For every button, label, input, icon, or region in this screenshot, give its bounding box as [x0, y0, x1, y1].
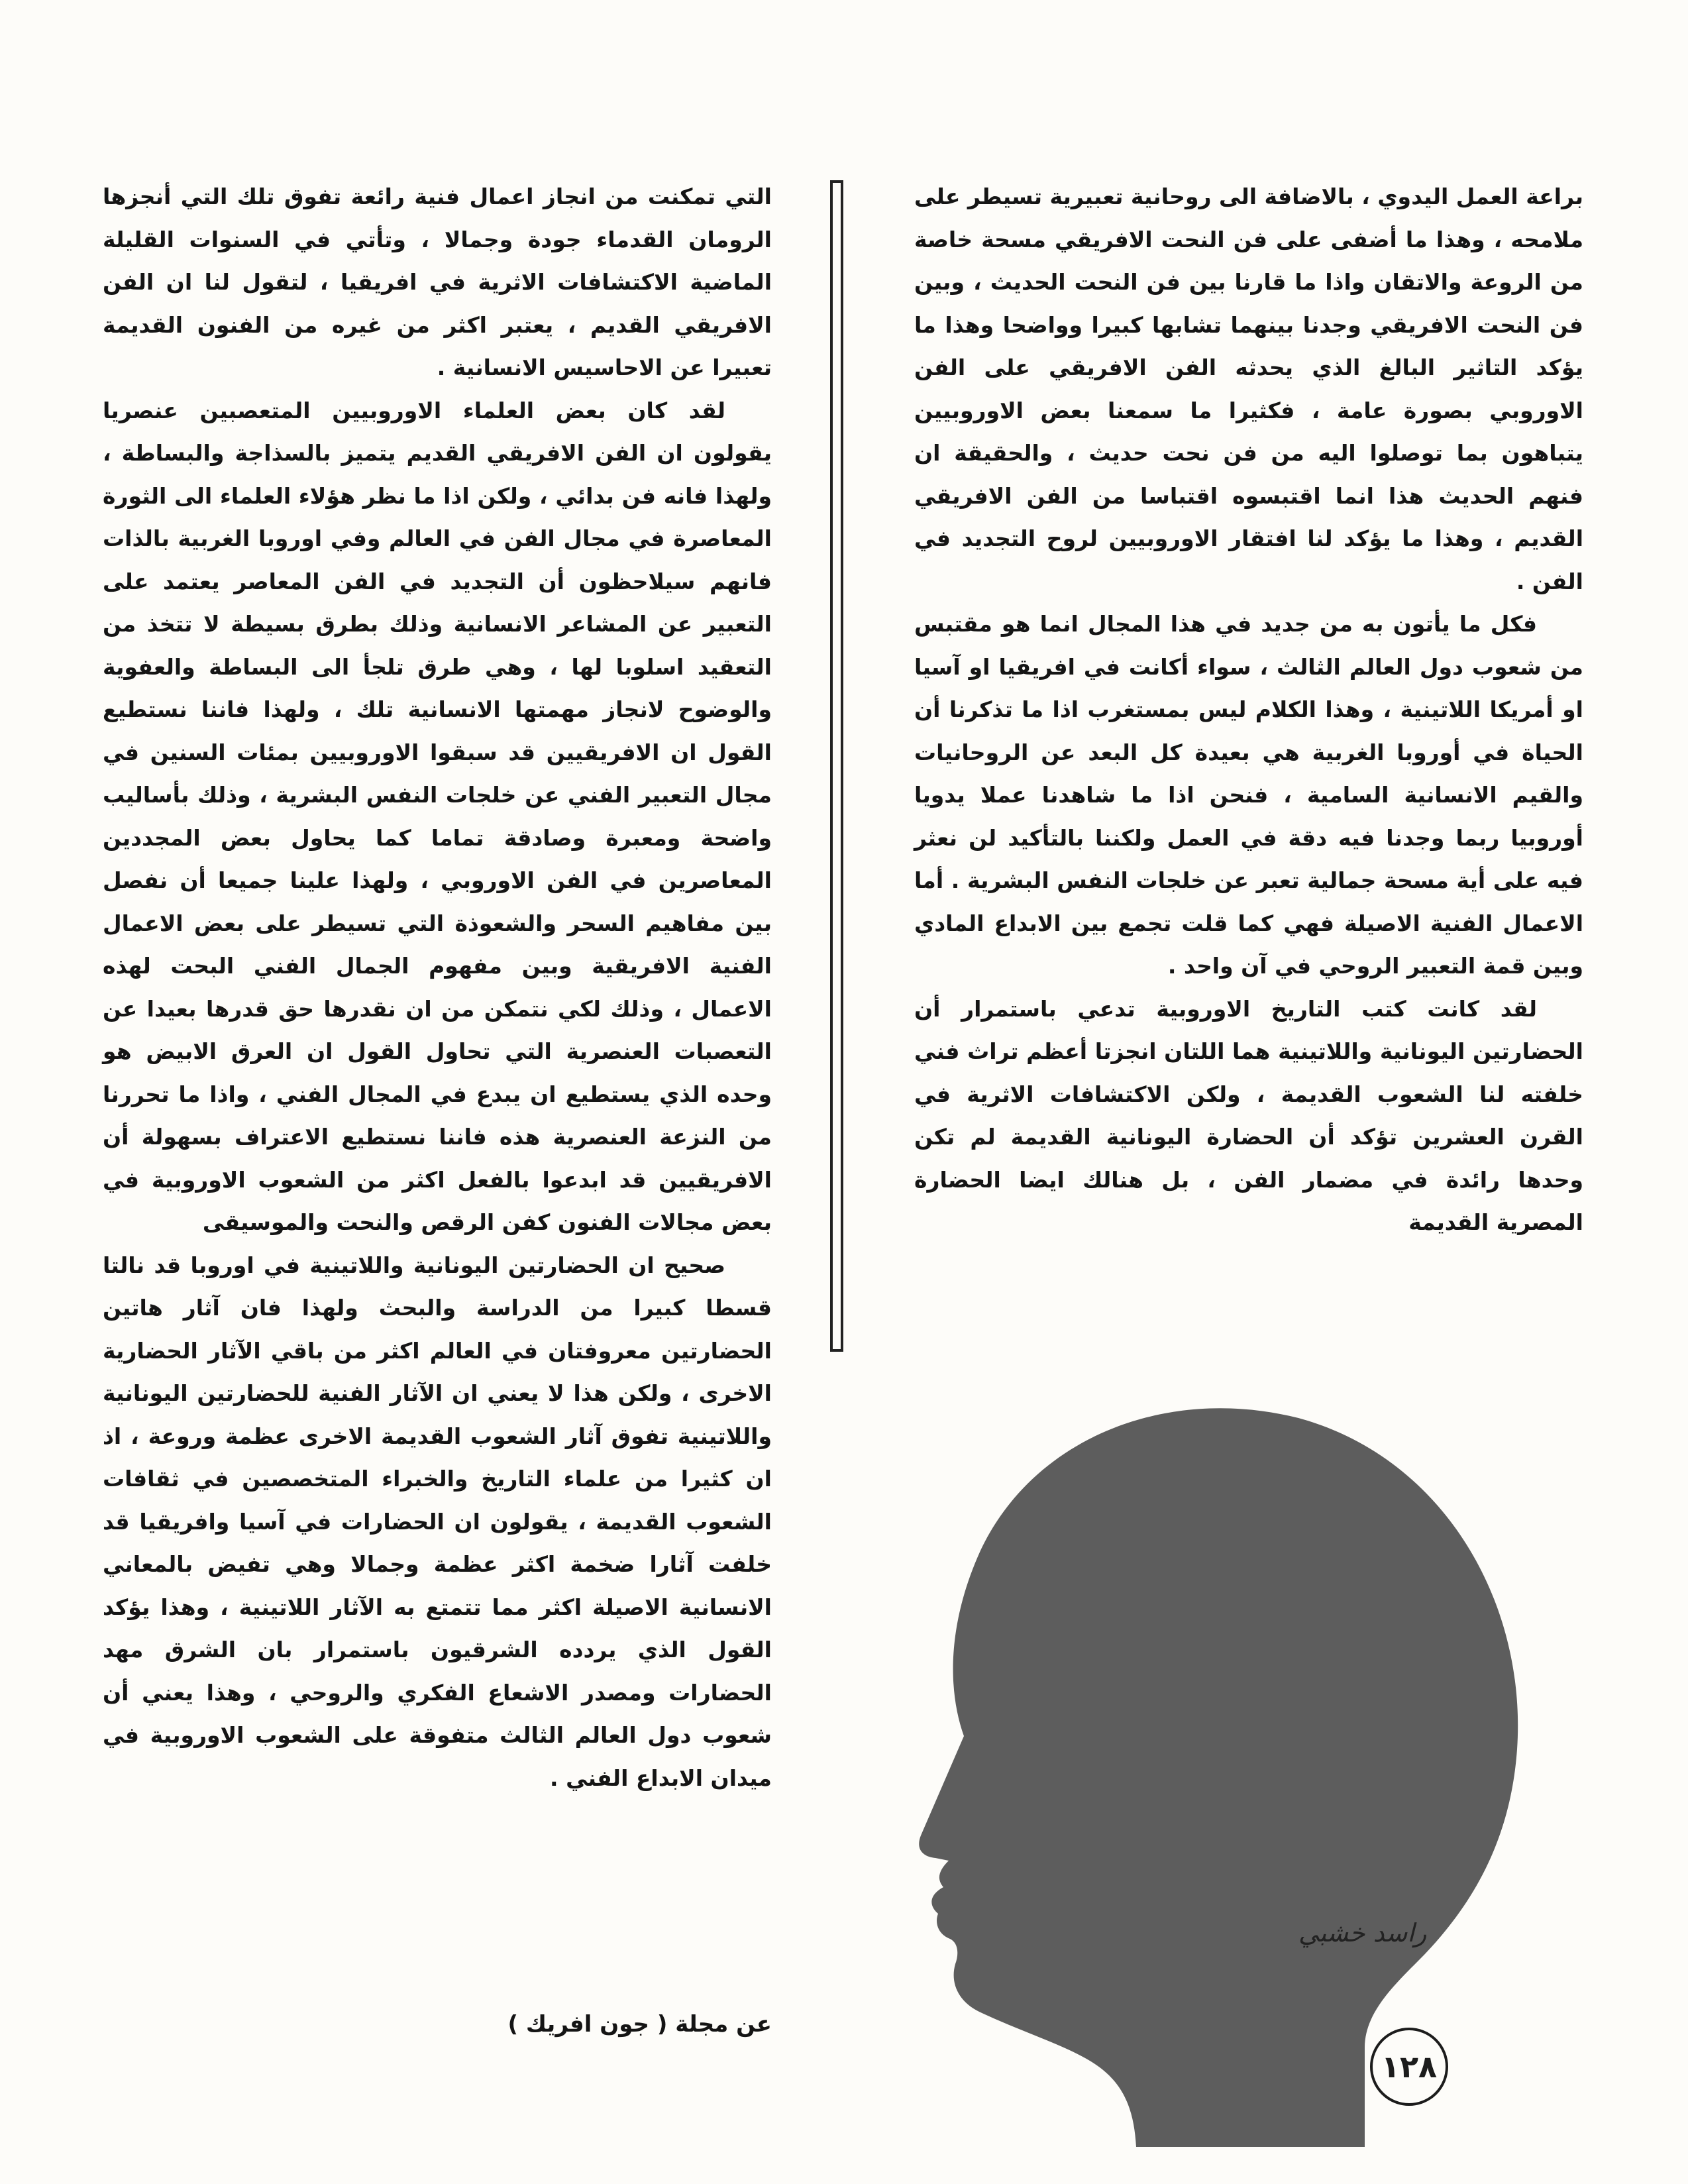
- article-column-left: [103, 176, 772, 1800]
- article-source: عن مجلة ( جون افريك ): [507, 2011, 772, 2038]
- page-number-badge: ١٢٨: [1370, 2028, 1448, 2106]
- paragraph: لقد كانت كتب التاريخ الاوروبية تدعي باستمرار أن الحضارتين اليونانية واللاتينية هما اللتان انجزتا أعظم تراث فني خلفته لنا الشعوب القديمة ، ولكن الاكتشافات الاثرية في القرن العشرين تؤكد أن الحضارة اليونانية القديمة لم تكن وحدها رائدة في مضمار الفن ، بل هنالك ايضا الحضارة المصرية القديمة: [914, 995, 1583, 1235]
- article-column-right: [914, 176, 1583, 1244]
- paragraph: التي تمكنت من انجاز اعمال فنية رائعة تفوق تلك التي أنجزها الرومان القدماء جودة وجمالا ، وتأتي في السنوات القليلة الماضية الاكتشافات الاثرية في افريقيا ، لتقول لنا ان الفن الافريقي القديم ، يعتبر اكثر من غيره من الفنون القديمة تعبيرا عن الاحاسيس الانسانية .: [103, 184, 772, 380]
- paragraph: فكل ما يأتون به من جديد في هذا المجال انما هو مقتبس من شعوب دول العالم الثالث ، سواء أكانت في افريقيا او آسيا او أمريكا اللاتينية ، وهذا الكلام ليس بمستغرب اذا ما تذكرنا أن الحياة في أوروبا الغربية هي بعيدة كل البعد عن الروحانيات والقيم الانسانية السامية ، فنحن اذا ما شاهدنا عملا يدويا أوروبيا ربما وجدنا فيه دقة في العمل ولكننا بالتأكيد لن نعثر فيه على أية مسحة جمالية تعبر عن خلجات النفس البشرية . أما الاعمال الفنية الاصيلة فهي كما قلت تجمع بين الابداع المادي وبين قمة التعبير الروحي في آن واحد .: [914, 611, 1583, 979]
- artist-signature: راسد خشبي: [1298, 1918, 1427, 1947]
- paragraph: براعة العمل اليدوي ، بالاضافة الى روحانية تعبيرية تسيطر على ملامحه ، وهذا ما أضفى على فن النحت الافريقي مسحة خاصة من الروعة والاتقان واذا ما قارنا بين فن النحت الحديث ، وبين فن النحت الافريقي وجدنا بينهما تشابها كبيرا وواضحا وهذا ما يؤكد التاثير البالغ الذي يحدثه الفن الافريقي على الفن الاوروبي بصورة عامة ، فكثيرا ما سمعنا بعض الاوروبيين يتباهون بما توصلوا اليه من فن نحت حديث ، والحقيقة ان فنهم الحديث هذا انما اقتبسوه اقتباسا من الفن الافريقي القديم ، وهذا ما يؤكد لنا افتقار الاوروبيين لروح التجديد في الفن .: [914, 184, 1583, 594]
- column-divider-rule: [830, 180, 843, 1352]
- paragraph: صحيح ان الحضارتين اليونانية واللاتينية في اوروبا قد نالتا قسطا كبيرا من الدراسة والبحث ولهذا فان آثار هاتين الحضارتين معروفتان في العالم اكثر من باقي الآثار الحضارية الاخرى ، ولكن هذا لا يعني ان الآثار الفنية للحضارتين اليونانية واللاتينية تفوق آثار الشعوب القديمة الاخرى عظمة وروعة ، اذ ان كثيرا من علماء التاريخ والخبراء المتخصصين في ثقافات الشعوب القديمة ، يقولون ان الحضارات في آسيا وافريقيا قد خلفت آثارا ضخمة اكثر عظمة وجمالا وهي تفيض بالمعاني الانسانية الاصيلة اكثر مما تتمتع به الآثار اللاتينية ، وهذا يؤكد القول الذي يردده الشرقيون باستمرار بان الشرق مهد الحضارات ومصدر الاشعاع الفكري والروحي ، وهذا يعني أن شعوب دول العالم الثالث متفوقة على الشعوب الاوروبية في ميدان الابداع الفني .: [103, 1252, 772, 1791]
- african-head-silhouette-illustration: [874, 1378, 1590, 2147]
- paragraph: لقد كان بعض العلماء الاوروبيين المتعصبين عنصريا يقولون ان الفن الافريقي القديم يتميز بالسذاجة والبساطة ، ولهذا فانه فن بدائي ، ولكن اذا ما نظر هؤلاء العلماء الى الثورة المعاصرة في مجال الفن في العالم وفي اوروبا الغربية بالذات فانهم سيلاحظون أن التجديد في الفن المعاصر يعتمد على التعبير عن المشاعر الانسانية وذلك بطرق بسيطة لا تتخذ من التعقيد اسلوبا لها ، وهي طرق تلجأ الى البساطة والعفوية والوضوح لانجاز مهمتها الانسانية تلك ، ولهذا فاننا نستطيع القول ان الافريقيين قد سبقوا الاوروبيين بمئات السنين في مجال التعبير الفني عن خلجات النفس البشرية ، وذلك بأساليب واضحة ومعبرة وصادقة تماما كما يحاول بعض المجددين المعاصرين في الفن الاوروبي ، ولهذا علينا جميعا أن نفصل بين مفاهيم السحر والشعوذة التي تسيطر على بعض الاعمال الفنية الافريقية وبين مفهوم الجمال الفني البحت لهذه الاعمال ، وذلك لكي نتمكن من ان نقدرها حق قدرها بعيدا عن التعصبات العنصرية التي تحاول القول ان العرق الابيض هو وحده الذي يستطيع ان يبدع في المجال الفني ، واذا ما تحررنا من النزعة العنصرية هذه فاننا نستطيع الاعتراف بسهولة أن الافريقيين قد ابدعوا بالفعل اكثر من الشعوب الاوروبية في بعض مجالات الفنون كفن الرقص والنحت والموسيقى: [103, 397, 772, 1235]
